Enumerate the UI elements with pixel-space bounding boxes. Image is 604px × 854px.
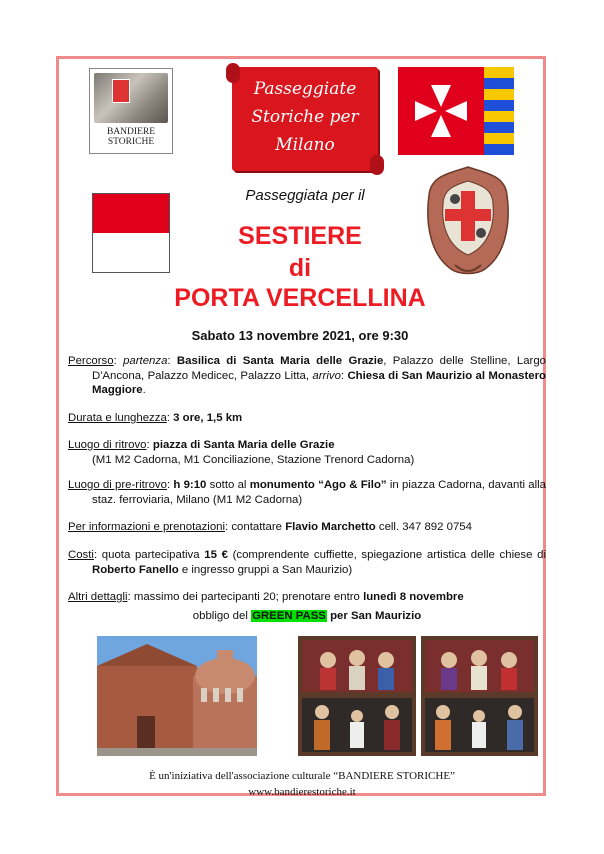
preritrovo-rest: in piazza Cadorna, davanti alla staz. ferroviaria, Milano (M1 M2 Cadorna) [92, 479, 547, 506]
bandiere-storiche-logo [89, 68, 173, 154]
title-scroll-banner [232, 67, 378, 171]
preritrovo-monument: monumento “Ago & Filo” [249, 479, 387, 491]
partenza-label: partenza [123, 355, 168, 367]
contact-pre: : contattare [225, 521, 286, 533]
dettagli-label: Altri dettagli [68, 591, 128, 603]
contact-block [68, 520, 546, 535]
banner-line2: Storiche per [251, 107, 359, 127]
banner-line3: Milano [275, 135, 335, 155]
title-line1: SESTIERE [238, 222, 362, 250]
durata-block: Durata e lunghezza: 3 ore, 1,5 km [68, 412, 243, 424]
costi-rest: e ingresso gruppi a San Maurizio) [178, 563, 353, 576]
ritrovo-value: piazza di Santa Maria delle Grazie [152, 439, 335, 451]
partenza-value: Basilica di Santa Maria delle Grazie [176, 355, 384, 367]
logo-line1: BANDIERE [106, 127, 156, 137]
title-line2: di [288, 254, 312, 282]
footer-initiative: È un'iniziativa dell'associazione culturale “BANDIERE STORICHE” [149, 770, 455, 782]
preritrovo-mid: sotto al [206, 479, 250, 491]
green-pass-line [68, 609, 546, 624]
preritrovo-label: Luogo di pre-ritrovo [68, 479, 167, 491]
ritrovo-label: Luogo di ritrovo [68, 439, 147, 451]
logo-photo [94, 73, 168, 123]
maltese-cross-flag [398, 67, 514, 155]
costi-label: Costi [68, 549, 94, 561]
percorso-block: Percorso: partenza: Basilica di Santa Maria delle Grazie, Palazzo delle Stelline, Largo D'Ancona, Palazzo Medicec, Palazzo Litta, arrivo: Chiesa di San Maurizio al Monastero Maggiore. [68, 355, 546, 396]
costi-pre: : quota partecipativa [93, 549, 205, 561]
ritrovo-detail: (M1 M2 Cadorna, M1 Conciliazione, Stazione Trenord Cadorna) [92, 453, 415, 466]
dettagli-deadline: lunedì 8 novembre [363, 591, 464, 603]
ritrovo-block: Luogo di ritrovo: piazza di Santa Maria delle Grazie (M1 M2 Cadorna, M1 Conciliazione, Stazione Trenord Cadorna) [68, 438, 546, 467]
fresco-right-photo [421, 636, 538, 756]
dettagli-pre: : massimo dei partecipanti 20; prenotare entro [127, 591, 364, 603]
obbligo-text: obbligo del [192, 609, 252, 622]
logo-text [90, 127, 172, 147]
durata-value: 3 ore, 1,5 km [173, 412, 243, 424]
durata-label: Durata e lunghezza [68, 412, 167, 424]
costi-amount: 15 € [204, 549, 228, 561]
event-date: Sabato 13 novembre 2021, ore 9:30 [191, 328, 409, 343]
logo-line2: STORICHE [107, 137, 155, 147]
costi-block [68, 548, 546, 577]
contact-name: Flavio Marchetto [285, 521, 376, 533]
dettagli-block [68, 590, 546, 623]
contact-phone: cell. 347 892 0754 [375, 521, 472, 533]
preritrovo-block: Luogo di pre-ritrovo: h 9:10 sotto al monumento “Ago & Filo” in piazza Cadorna, davanti alla staz. ferroviaria, Milano (M1 M2 Cadorna) [68, 479, 547, 506]
arrivo-label: arrivo [312, 369, 341, 382]
fresco-left-photo [298, 636, 416, 756]
green-pass-badge: GREEN PASS [252, 609, 326, 622]
costi-mid: (comprendente cuffiette, spiegazione artistica delle chiese di [227, 549, 547, 561]
title-line3: PORTA VERCELLINA [174, 284, 426, 312]
preritrovo-time: h 9:10 [173, 479, 207, 491]
contact-label: Per informazioni e prenotazioni [68, 521, 226, 533]
obbligo-after: per San Maurizio [326, 609, 422, 622]
arrivo-value: Chiesa di San Maurizio al Monastero Maggiore [92, 369, 546, 396]
footer-website-link[interactable]: www.bandierestoriche.it [248, 786, 356, 798]
costi-name: Roberto Fanello [92, 563, 179, 576]
banner-line1: Passeggiate [253, 79, 357, 99]
percorso-label: Percorso [68, 355, 114, 367]
church-exterior-photo [97, 636, 257, 756]
subtitle: Passeggiata per il [245, 187, 365, 204]
percorso-middle: , Palazzo delle Stelline, Largo D'Ancona, Palazzo Medicec, Palazzo Litta, [92, 355, 546, 382]
